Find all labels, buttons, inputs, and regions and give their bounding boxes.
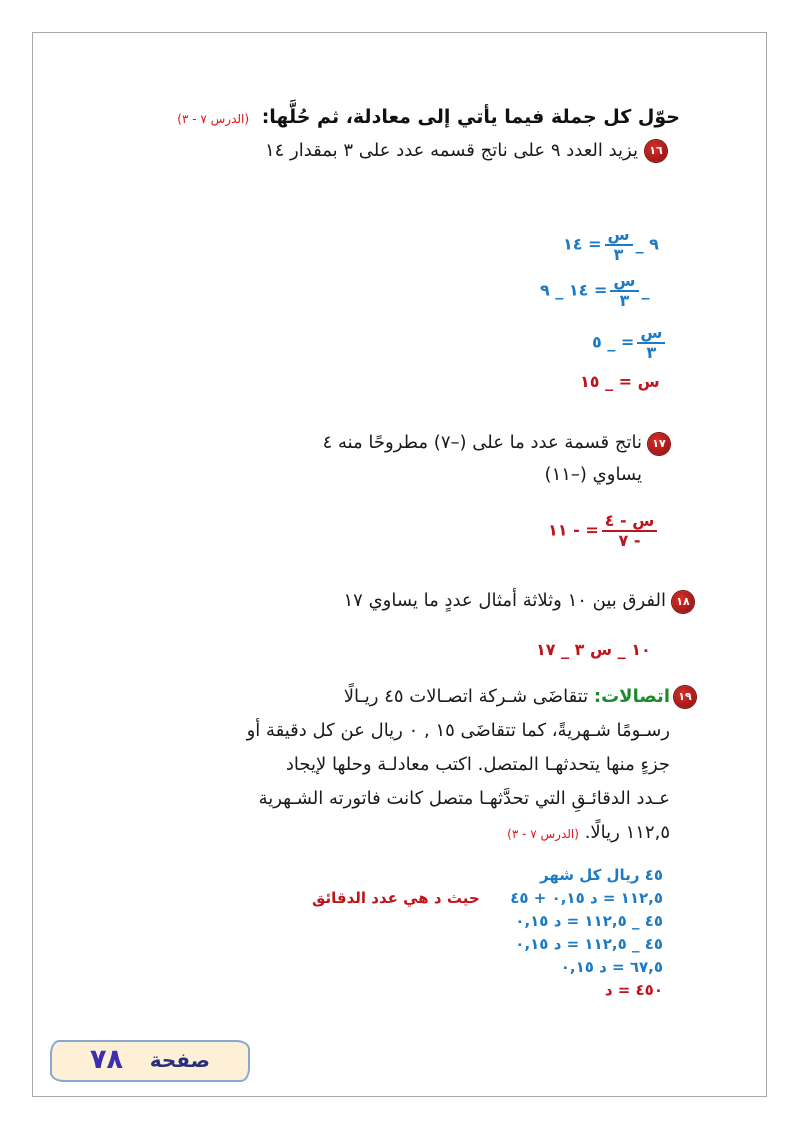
problem-16-badge: ١٦ (645, 140, 667, 162)
heading-lesson-ref: (الدرس ٧ - ٣) (177, 112, 250, 126)
fraction: $\frac{\text{س - ٤}}{٧ -}$ (602, 512, 658, 550)
problem-19-line-4: عـدد الدقائـقِ التي تحدَّثهـا متصل كانت فاتورته الشـهرية (258, 788, 670, 809)
problem-16-step-2: ٩ _ ١٤ = $\frac{\text{س}}{٣}$ _ (540, 271, 650, 310)
problem-17-equation: ١١ - = $\frac{\text{س - ٤}}{٧ -}$ (548, 512, 660, 550)
problem-18-equation: ١٧ _ ٣ س _ ١٠ (536, 640, 651, 659)
problem-18-text: الفرق بين ١٠ وثلاثة أمثال عددٍ ما يساوي ١٧ (343, 590, 666, 611)
section-heading (177, 106, 680, 128)
problem-19-line-3: جزءٍ منها يتحدثهـا المتصل. اكتب معادلـة وحلها لإيجاد (285, 754, 670, 775)
page-number-box (50, 1040, 250, 1082)
problem-19-step-1: ١١٢,٥ = د ٠,١٥ + ٤٥ (510, 889, 663, 907)
problem-19-solution-title: ٤٥ ريال كل شهر (540, 866, 663, 884)
problem-19-paragraph (246, 680, 670, 851)
page-number: ٧٨ (90, 1044, 123, 1075)
problem-16-text: يزيد العدد ٩ على ناتج قسمه عدد على ٣ بمقدار ١٤ (264, 140, 638, 161)
problem-19-step-3: ٤٥ _ ١١٢,٥ = د ٠,١٥ (515, 935, 663, 953)
fraction: $\frac{\text{س}}{٣}$ (637, 324, 665, 362)
problem-18-badge: ١٨ (672, 591, 694, 613)
problem-17-text-line-1: ناتج قسمة عدد ما على (–٧) مطروحًا منه ٤ (322, 432, 642, 453)
fraction: $\frac{\text{س}}{٣}$ (605, 226, 633, 264)
problem-19-badge: ١٩ (674, 686, 696, 708)
problem-19-line-5: ١١٢,٥ ريالًا. (الدرس ٧ - ٣) (507, 822, 670, 843)
problem-19-note: حيث د هي عدد الدقائق (312, 889, 480, 907)
problem-19-step-4: ٦٧,٥ = د ٠,١٥ (560, 958, 663, 976)
fraction: $\frac{\text{س}}{٣}$ (610, 272, 638, 310)
problem-19-line-1: اتصالات: تتقاضَى شـركة اتصـالات ٤٥ ريـالًا (343, 686, 670, 707)
problem-17-text-line-2: يساوي (–١١) (544, 464, 642, 485)
page-label: صفحة (149, 1048, 210, 1072)
problem-16-answer: ١٥ _ = س (580, 372, 660, 391)
problem-19-line-2: رسـومًا شـهريةً، كما تتقاضَى ١٥ , ٠ ريال عن كل دقيقة أو (246, 720, 670, 741)
problem-19-answer: ٤٥٠ = د (604, 981, 663, 999)
problem-19-step-2: ٤٥ _ ١١٢,٥ = د ٠,١٥ (515, 912, 663, 930)
problem-16-step-1: ١٤ = $\frac{\text{س}}{٣}$ _ ٩ (563, 225, 659, 264)
heading-text: حوّل كل جملة فيما يأتي إلى معادلة، ثم حُلَّها: (261, 106, 680, 128)
problem-17-badge: ١٧ (648, 433, 670, 455)
problem-19-lesson-ref: (الدرس ٧ - ٣) (507, 827, 579, 841)
problem-16-step-3: ٥ _ = $\frac{\text{س}}{٣}$ (592, 324, 668, 362)
